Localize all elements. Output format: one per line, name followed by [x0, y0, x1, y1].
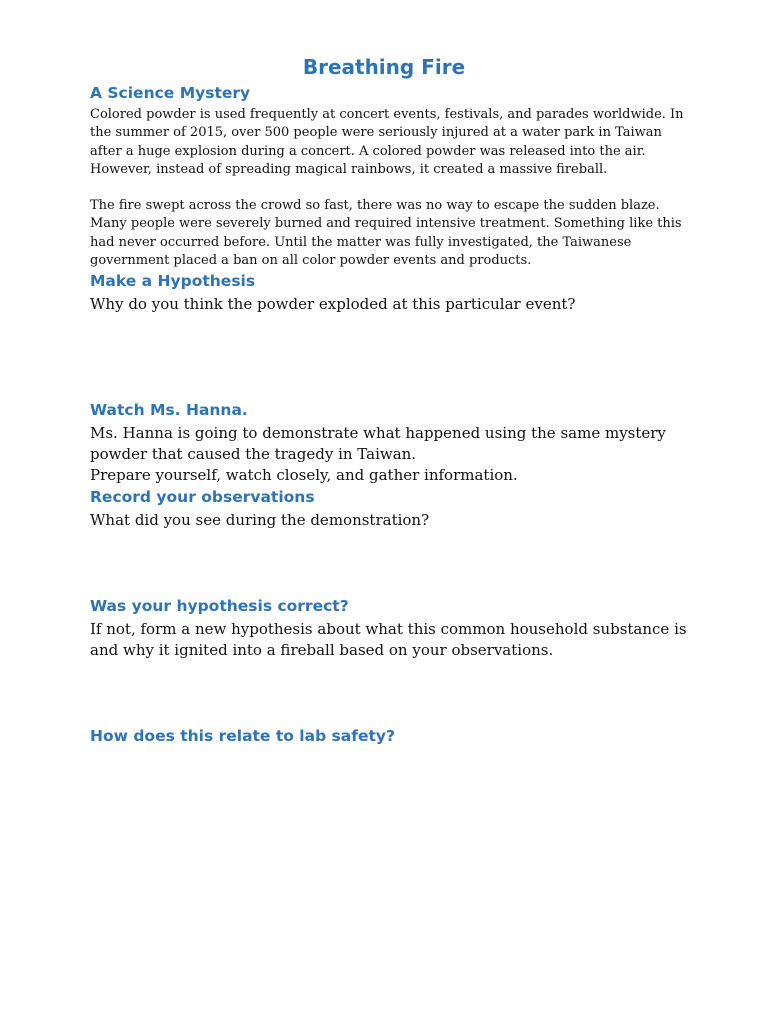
- heading-make-hypothesis: Make a Hypothesis: [90, 272, 256, 290]
- heading-hypothesis-correct: Was your hypothesis correct?: [90, 597, 349, 615]
- heading-lab-safety: How does this relate to lab safety?: [90, 727, 396, 745]
- watch-line-1: Ms. Hanna is going to demonstrate what happened using the same mystery powder that caused the tragedy in Taiwan.: [90, 424, 666, 463]
- observations-question: What did you see during the demonstration?: [90, 511, 430, 529]
- mystery-paragraph-1: Colored powder is used frequently at concert events, festivals, and parades worldwide. In the summer of 2015, over 500 people were seriously injured at a water park in Taiwan after a huge explosion during a concert. A colored powder was released into the air. However, instead of spreading magical rainbows, it created a massive fireball.: [90, 107, 684, 177]
- mystery-paragraph-2: The fire swept across the crowd so fast, there was no way to escape the sudden blaze. Many people were severely burned and required intensive treatment. Something like this had never occurred before. Until the matter was fully investigated, the Taiwanese government placed a ban on all color powder events and products.: [90, 198, 682, 268]
- heading-watch: Watch Ms. Hanna.: [90, 401, 248, 419]
- hypothesis-question: Why do you think the powder exploded at this particular event?: [90, 295, 576, 313]
- heading-record-observations: Record your observations: [90, 488, 315, 506]
- hypothesis-correct-text: If not, form a new hypothesis about what this common household substance is and why it ignited into a fireball based on your observations.: [90, 620, 687, 659]
- heading-science-mystery: A Science Mystery: [90, 84, 251, 102]
- watch-line-2: Prepare yourself, watch closely, and gather information.: [90, 466, 518, 484]
- document-title: Breathing Fire: [302, 55, 466, 79]
